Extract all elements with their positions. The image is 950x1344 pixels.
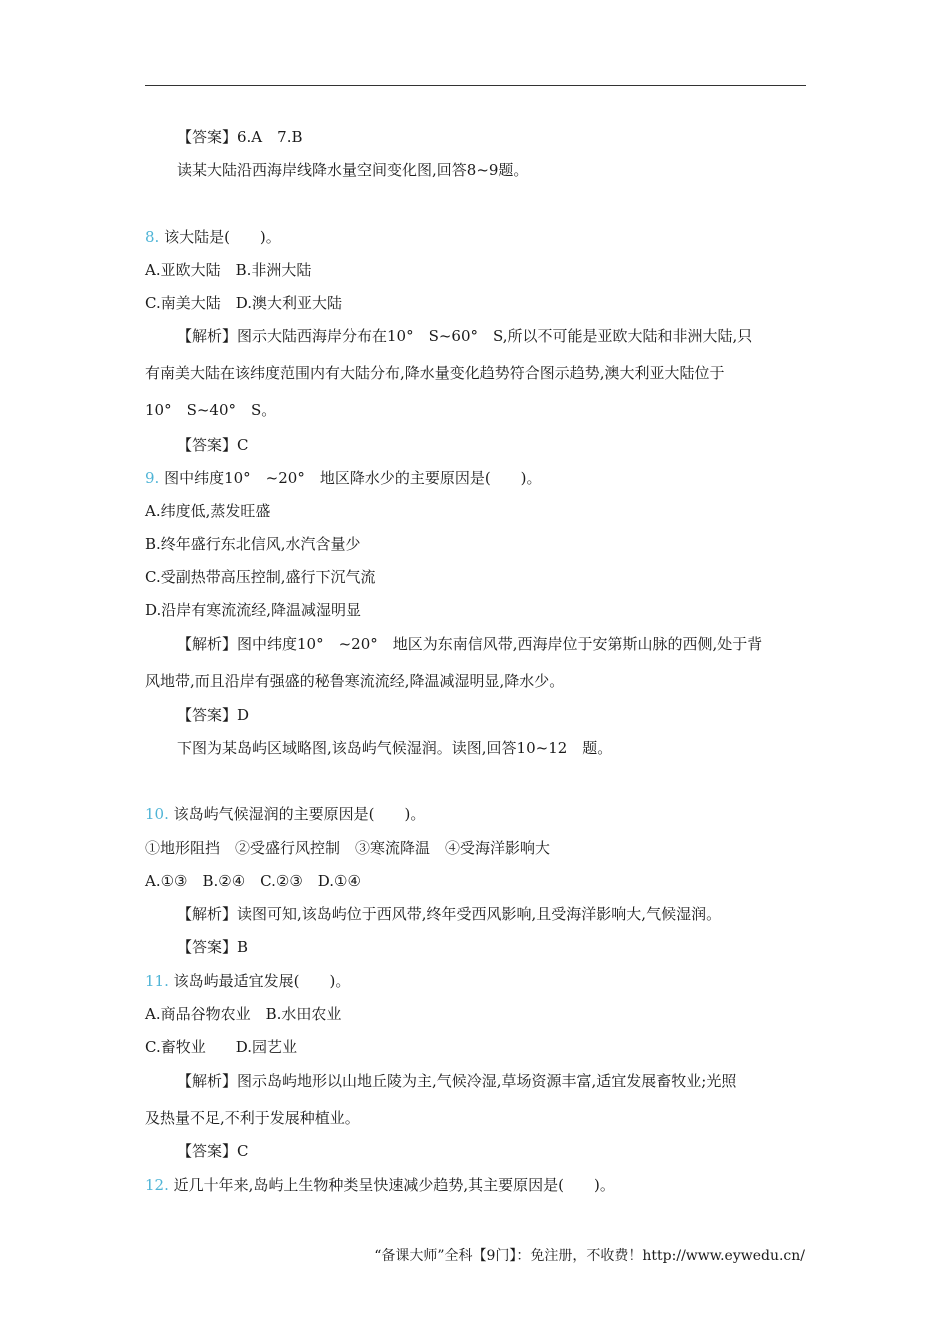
option-line: A.商品谷物农业 B.水田农业 xyxy=(145,1005,342,1023)
question-text: 该岛屿气候湿润的主要原因是( )。 xyxy=(168,805,426,823)
intro-8-9: 读某大陆沿西海岸线降水量空间变化图,回答8~9题。 xyxy=(177,161,529,179)
analysis-9: 【解析】图中纬度10° ~20° 地区为东南信风带,西海岸位于安第斯山脉的西侧,处于背 xyxy=(177,635,763,653)
analysis-8: 【解析】图示大陆西海岸分布在10° S~60° S,所以不可能是亚欧大陆和非洲大陆,只 xyxy=(177,327,753,345)
question-11 xyxy=(145,970,350,992)
question-text: 该大陆是( )。 xyxy=(159,228,281,246)
option-line: C.畜牧业 D.园艺业 xyxy=(145,1038,297,1056)
answer-11: 【答案】C xyxy=(177,1142,249,1160)
analysis-line: 有南美大陆在该纬度范围内有大陆分布,降水量变化趋势符合图示趋势,澳大利亚大陆位于 xyxy=(145,364,725,382)
analysis-line: 风地带,而且沿岸有强盛的秘鲁寒流流经,降温减湿明显,降水少。 xyxy=(145,672,565,690)
page-footer: “备课大师”全科【9门】：免注册，不收费！http://www.eywedu.cn/ xyxy=(374,1248,805,1264)
answer-6-7: 【答案】6.A 7.B xyxy=(177,128,303,146)
answer-10: 【答案】B xyxy=(177,938,249,956)
answer-8: 【答案】C xyxy=(177,436,249,454)
analysis-line: 10° S~40° S。 xyxy=(145,401,277,419)
header-rule xyxy=(145,85,806,86)
question-number: 8. xyxy=(145,228,160,246)
analysis-10: 【解析】读图可知,该岛屿位于西风带,终年受西风影响,且受海洋影响大,气候湿润。 xyxy=(177,905,722,923)
answer-9: 【答案】D xyxy=(177,706,250,724)
question-number: 11. xyxy=(145,972,169,990)
question-number: 9. xyxy=(145,469,160,487)
option-line: D.沿岸有寒流流经,降温减湿明显 xyxy=(145,601,362,619)
question-number: 10. xyxy=(145,805,169,823)
intro-10-12: 下图为某岛屿区域略图,该岛屿气候湿润。读图,回答10~12 题。 xyxy=(177,739,613,757)
option-line: C.受副热带高压控制,盛行下沉气流 xyxy=(145,568,376,586)
option-line: ①地形阻挡 ②受盛行风控制 ③寒流降温 ④受海洋影响大 xyxy=(145,839,551,857)
question-text: 该岛屿最适宜发展( )。 xyxy=(168,972,351,990)
question-10 xyxy=(145,803,425,825)
option-line: A.亚欧大陆 B.非洲大陆 xyxy=(145,261,312,279)
option-line: A.纬度低,蒸发旺盛 xyxy=(145,502,271,520)
option-line: A.①③ B.②④ C.②③ D.①④ xyxy=(145,872,361,890)
option-line: B.终年盛行东北信风,水汽含量少 xyxy=(145,535,361,553)
question-8 xyxy=(145,226,281,248)
question-text: 图中纬度10° ~20° 地区降水少的主要原因是( )。 xyxy=(159,469,542,487)
question-number: 12. xyxy=(145,1176,169,1194)
analysis-line: 及热量不足,不利于发展种植业。 xyxy=(145,1109,360,1127)
analysis-11: 【解析】图示岛屿地形以山地丘陵为主,气候冷湿,草场资源丰富,适宜发展畜牧业;光照 xyxy=(177,1072,737,1090)
question-text: 近几十年来,岛屿上生物种类呈快速减少趋势,其主要原因是( )。 xyxy=(168,1176,615,1194)
question-12 xyxy=(145,1174,615,1196)
option-line: C.南美大陆 D.澳大利亚大陆 xyxy=(145,294,342,312)
question-9 xyxy=(145,467,542,489)
